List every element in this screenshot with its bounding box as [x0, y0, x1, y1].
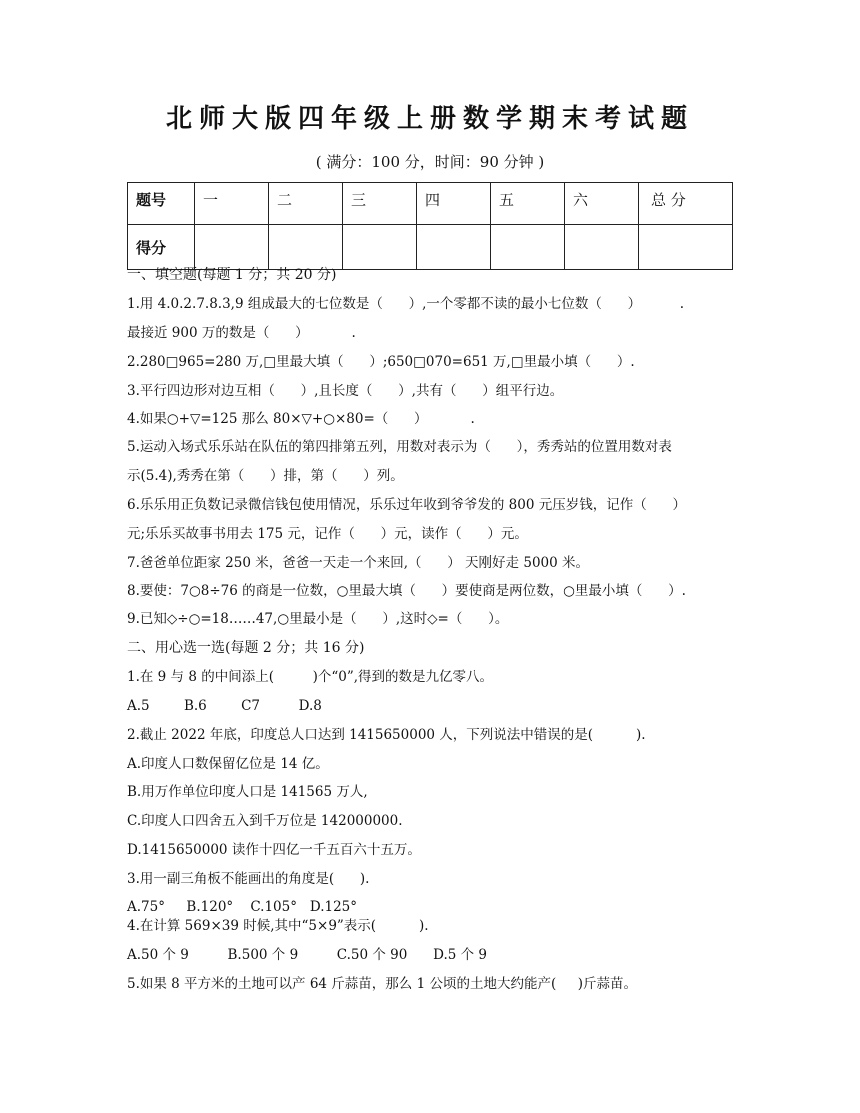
option-line: B.用万作单位印度人口是 141565 万人, — [127, 784, 368, 800]
option-line: D.1415650000 读作十四亿一千五百六十五万。 — [127, 842, 421, 858]
score-cell — [269, 225, 343, 270]
question-line: 9.已知◇÷○=18……47,○里最小是（ ）,这时◇=（ ）。 — [127, 611, 509, 627]
section-heading-fill-blank: 一、填空题(每题 1 分；共 20 分) — [127, 267, 337, 283]
column-header: 一 — [195, 183, 269, 225]
score-cell — [565, 225, 639, 270]
option-line: A.75° B.120° C.105° D.125° — [127, 899, 358, 915]
question-line: 5.运动入场式乐乐站在队伍的第四排第五列，用数对表示为（ ），秀秀站的位置用数对表 — [127, 439, 672, 455]
option-line: A.印度人口数保留亿位是 14 亿。 — [127, 756, 329, 772]
question-line: 3.平行四边形对边互相（ ）,且长度（ ）,共有（ ）组平行边。 — [127, 383, 564, 399]
exam-subtitle: ( 满分：100 分，时间：90 分钟 ) — [315, 153, 545, 171]
score-cell-total — [639, 225, 733, 270]
option-line: A.50 个 9 B.500 个 9 C.50 个 90 D.5 个 9 — [127, 947, 488, 963]
row-label-question-number: 题号 — [128, 183, 195, 225]
score-cell — [491, 225, 565, 270]
score-cell — [195, 225, 269, 270]
score-table — [127, 182, 733, 270]
score-cell — [417, 225, 491, 270]
score-table-header-row — [128, 183, 733, 225]
column-header: 五 — [491, 183, 565, 225]
question-line: 1.在 9 与 8 的中间添上( )个“0”,得到的数是九亿零八。 — [127, 669, 494, 685]
question-line: 2.截止 2022 年底，印度总人口达到 1415650000 人，下列说法中错误的是( ). — [127, 727, 646, 743]
exam-title: 北师大版四年级上册数学期末考试题 — [165, 104, 694, 134]
option-line: C.印度人口四舍五入到千万位是 142000000. — [127, 813, 403, 829]
column-header: 六 — [565, 183, 639, 225]
question-line: 2.280□965=280 万,□里最大填（ ）;650□070=651 万,□里最小填（ ）. — [127, 354, 635, 370]
column-header: 三 — [343, 183, 417, 225]
question-line: 7.爸爸单位距家 250 米，爸爸一天走一个来回,（ ） 天刚好走 5000 米。 — [127, 555, 589, 571]
question-line: 最接近 900 万的数是（ ） . — [127, 325, 356, 341]
question-line: 5.如果 8 平方米的土地可以产 64 斤蒜苗，那么 1 公顷的土地大约能产( )斤蒜苗。 — [127, 976, 637, 992]
column-header: 四 — [417, 183, 491, 225]
section-heading-multiple-choice: 二、用心选一选(每题 2 分；共 16 分) — [127, 640, 365, 656]
question-line: 元;乐乐买故事书用去 175 元，记作（ ）元，读作（ ）元。 — [127, 526, 528, 542]
score-table-score-row — [128, 225, 733, 270]
question-line: 6.乐乐用正负数记录微信钱包使用情况，乐乐过年收到爷爷发的 800 元压岁钱，记作（ ） — [127, 497, 686, 513]
column-header-total: 总 分 — [639, 183, 733, 225]
question-line: 3.用一副三角板不能画出的角度是( ). — [127, 871, 370, 887]
score-cell — [343, 225, 417, 270]
question-line: 1.用 4.0.2.7.8.3,9 组成最大的七位数是（ ）,一个零都不读的最小七位数（ ） . — [127, 296, 685, 312]
question-line: 4.在计算 569×39 时候,其中“5×9”表示( ). — [127, 918, 429, 934]
question-line: 4.如果○+▽=125 那么 80×▽+○×80=（ ） . — [127, 411, 475, 427]
question-line: 示(5.4),秀秀在第（ ）排，第（ ）列。 — [127, 468, 404, 484]
question-line: 8.要使：7○8÷76 的商是一位数，○里最大填（ ）要使商是两位数，○里最小填（ ）. — [127, 583, 686, 599]
column-header: 二 — [269, 183, 343, 225]
row-label-score: 得分 — [128, 225, 195, 270]
option-line: A.5 B.6 C7 D.8 — [127, 698, 322, 714]
